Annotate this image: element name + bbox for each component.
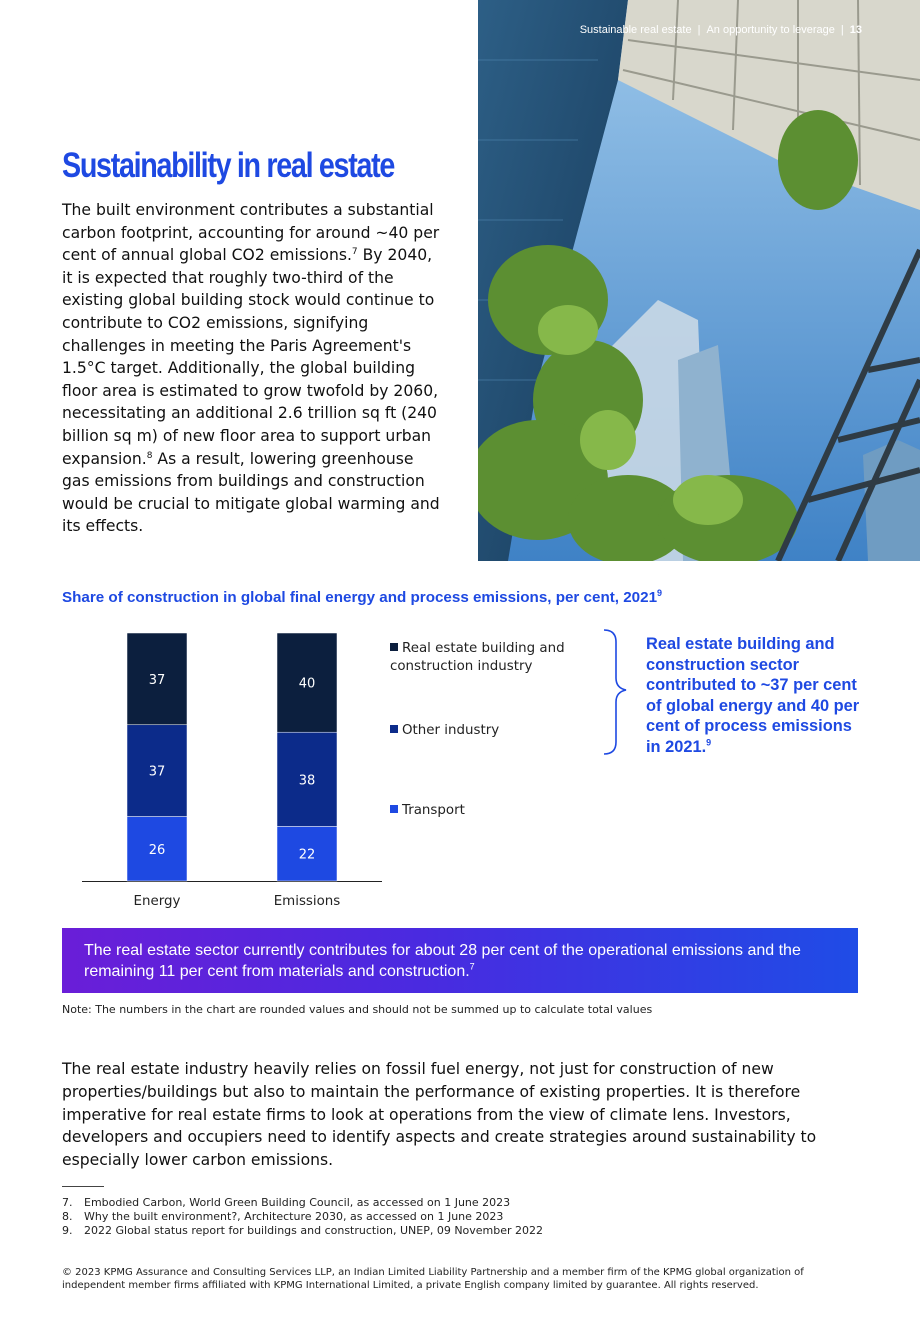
footnote-ref[interactable]: 9 [657, 587, 663, 598]
footnote-number: 8. [62, 1210, 73, 1223]
chart-title [62, 589, 662, 606]
data-label: 37 [148, 764, 166, 780]
copyright-notice: © 2023 KPMG Assurance and Consulting Services LLP, an Indian Limited Liability Partnership and a member firm of the KPMG global organization of independent member firms affiliated with KPMG International Limited, a private English company limited by guarantee. All rights reserved. [62, 1267, 804, 1291]
legend-label: Transport [402, 803, 465, 818]
footnote-text: Why the built environment?, Architecture 2030, as accessed on 1 June 2023 [84, 1210, 504, 1223]
running-separator: | [697, 24, 701, 36]
category-label: Emissions [273, 894, 341, 909]
page-title: Sustainability in real estate [62, 146, 394, 185]
intro-text-3: As a result, lowering greenhouse gas emissions from buildings and construction would be crucial to mitigate global warming and its effects. [62, 449, 440, 536]
data-label: 37 [148, 672, 166, 688]
stacked-bar-chart [60, 622, 390, 917]
body-paragraph: The real estate industry heavily relies on fossil fuel energy, not just for construction of new properties/buildings but also to maintain the performance of existing properties. It is therefore imperative for real estate firms to look at operations from the view of climate lens. Investors, developers and occupiers need to identify aspects and create strategies around sustainability to especially lower carbon emissions. [62, 1060, 817, 1170]
running-title: Sustainable real estate [579, 24, 692, 36]
footnote-divider [62, 1186, 104, 1187]
chart-title-text: Share of construction in global final energy and process emissions, per cent, 2021 [62, 589, 658, 606]
banner-text: The real estate sector currently contributes for about 28 per cent of the operational emissions and the remaining 11 per cent from materials and construction. [84, 942, 801, 980]
chart-callout [646, 634, 861, 758]
page-number: 13 [849, 24, 862, 36]
legend-label: Other industry [402, 723, 500, 738]
legend-swatch [390, 805, 398, 813]
intro-text-1: The built environment contributes a substantial carbon footprint, accounting for around ~40 per cent of annual global CO2 emissions. [62, 201, 440, 265]
legend-label: Real estate building and construction industry [390, 641, 565, 674]
data-label: 22 [298, 847, 316, 863]
legend-item [390, 640, 580, 676]
footnote-ref[interactable]: 9 [706, 737, 712, 748]
legend-swatch [390, 643, 398, 651]
footnote-item [62, 1196, 862, 1210]
intro-paragraph [62, 199, 440, 538]
intro-text-2: By 2040, it is expected that roughly two-third of the existing global building stock would continue to contribute to CO2 emissions, signifying challenges in meeting the Paris Agreement's 1.5°C target. Additionally, the global building floor area is estimated to grow twofold by 2060, necessitating an additional 2.6 trillion sq ft (240 billion sq m) of new floor area to support urban expansion. [62, 246, 439, 468]
highlight-banner [62, 928, 858, 993]
chart-note: Note: The numbers in the chart are rounded values and should not be summed up to calculate total values [62, 1003, 653, 1016]
data-label: 38 [298, 773, 316, 789]
data-label: 26 [148, 842, 166, 858]
footnote-ref[interactable]: 8 [146, 450, 153, 461]
data-label: 40 [298, 676, 316, 692]
footnotes-list [62, 1196, 862, 1238]
footnote-item [62, 1210, 862, 1224]
footnote-number: 9. [62, 1224, 73, 1237]
running-separator: | [840, 24, 844, 36]
running-header [580, 24, 862, 36]
footnote-text: Embodied Carbon, World Green Building Council, as accessed on 1 June 2023 [84, 1196, 511, 1209]
footnote-ref[interactable]: 7 [469, 961, 475, 972]
legend-item [390, 722, 580, 740]
legend-item [390, 802, 580, 820]
footnote-ref[interactable]: 7 [351, 247, 358, 257]
callout-text: Real estate building and construction sector contributed to ~37 per cent of global energy and 40 per cent of process emissions in 2021. [646, 635, 860, 756]
footnote-number: 7. [62, 1196, 73, 1209]
brace-icon [600, 628, 640, 758]
footnote-item [62, 1224, 862, 1238]
legend-swatch [390, 725, 398, 733]
footnote-text: 2022 Global status report for buildings and construction, UNEP, 09 November 2022 [84, 1224, 544, 1237]
running-subtitle: An opportunity to leverage [706, 24, 835, 36]
buildings-illustration [478, 0, 920, 561]
category-label: Energy [133, 894, 181, 909]
header-photo [478, 0, 920, 561]
